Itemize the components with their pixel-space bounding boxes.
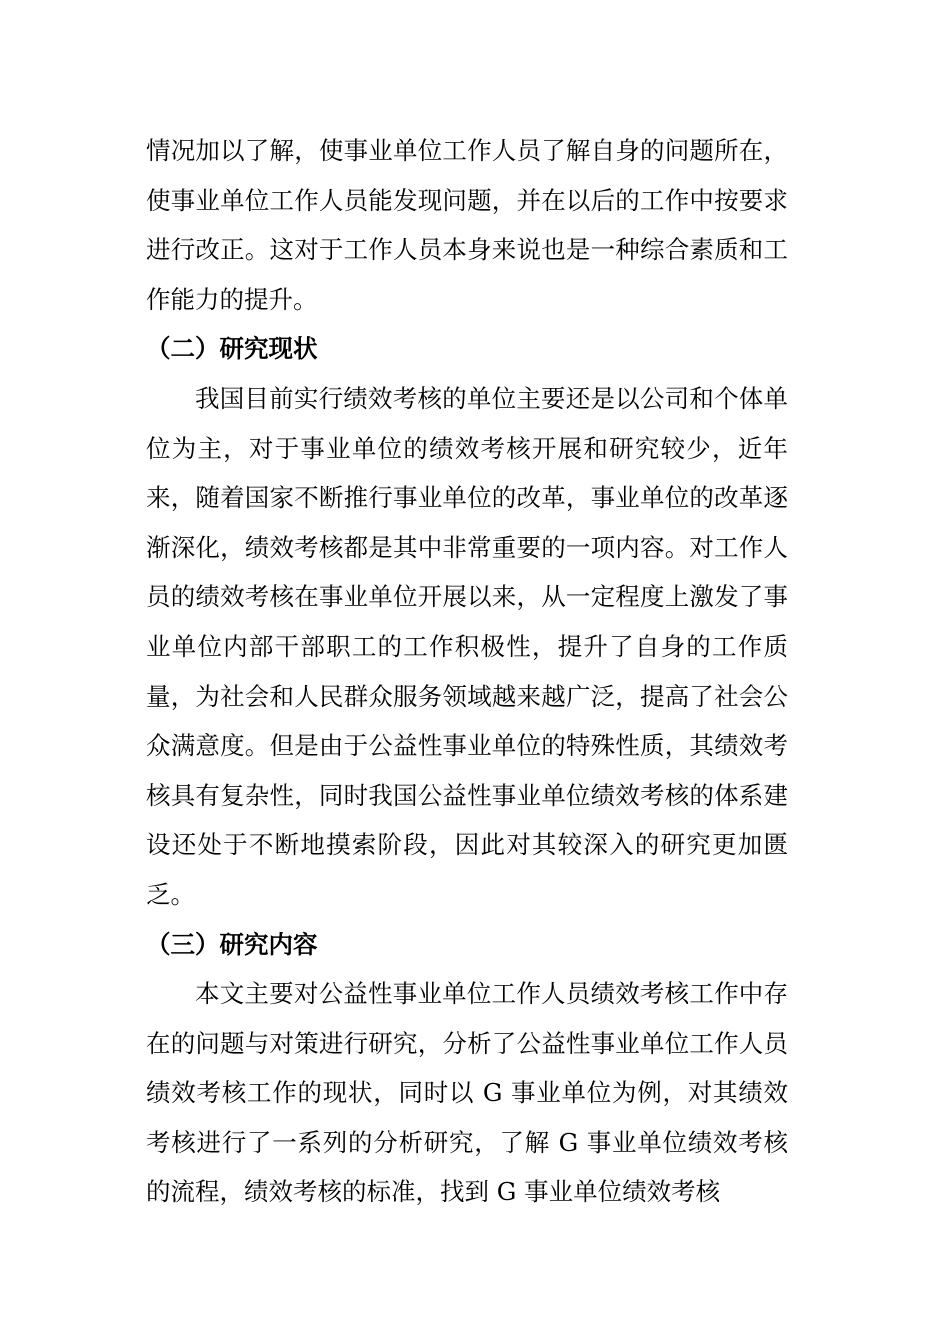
- section-heading-research-status: （二）研究现状: [146, 334, 318, 364]
- paragraph-research-content: 本文主要对公益性事业单位工作人员绩效考核工作中存在的问题与对策进行研究，分析了公益性事业单位工作人员绩效考核工作的现状，同时以 G 事业单位为例，对其绩效考核进行了一系列的分析研究，了解 G 事业单位绩效考核的流程，绩效考核的标准，找到 G 事业单位绩效考核: [146, 979, 788, 1207]
- paragraph-research-status: 我国目前实行绩效考核的单位主要还是以公司和个体单位为主，对于事业单位的绩效考核开展和研究较少，近年来，随着国家不断推行事业单位的改革，事业单位的改革逐渐深化，绩效考核都是其中非常重要的一项内容。对工作人员的绩效考核在事业单位开展以来，从一定程度上激发了事业单位内部干部职工的工作积极性，提升了自身的工作质量，为社会和人民群众服务领域越来越广泛，提高了社会公众满意度。但是由于公益性事业单位的特殊性质，其绩效考核具有复杂性，同时我国公益性事业单位绩效考核的体系建设还处于不断地摸索阶段，因此对其较深入的研究更加匮乏。: [146, 383, 788, 909]
- paragraph-continuation: 情况加以了解，使事业单位工作人员了解自身的问题所在，使事业单位工作人员能发现问题，并在以后的工作中按要求进行改正。这对于工作人员本身来说也是一种综合素质和工作能力的提升。: [146, 136, 788, 314]
- document-page: [146, 126, 788, 1217]
- section-heading-research-content: （三）研究内容: [146, 929, 318, 959]
